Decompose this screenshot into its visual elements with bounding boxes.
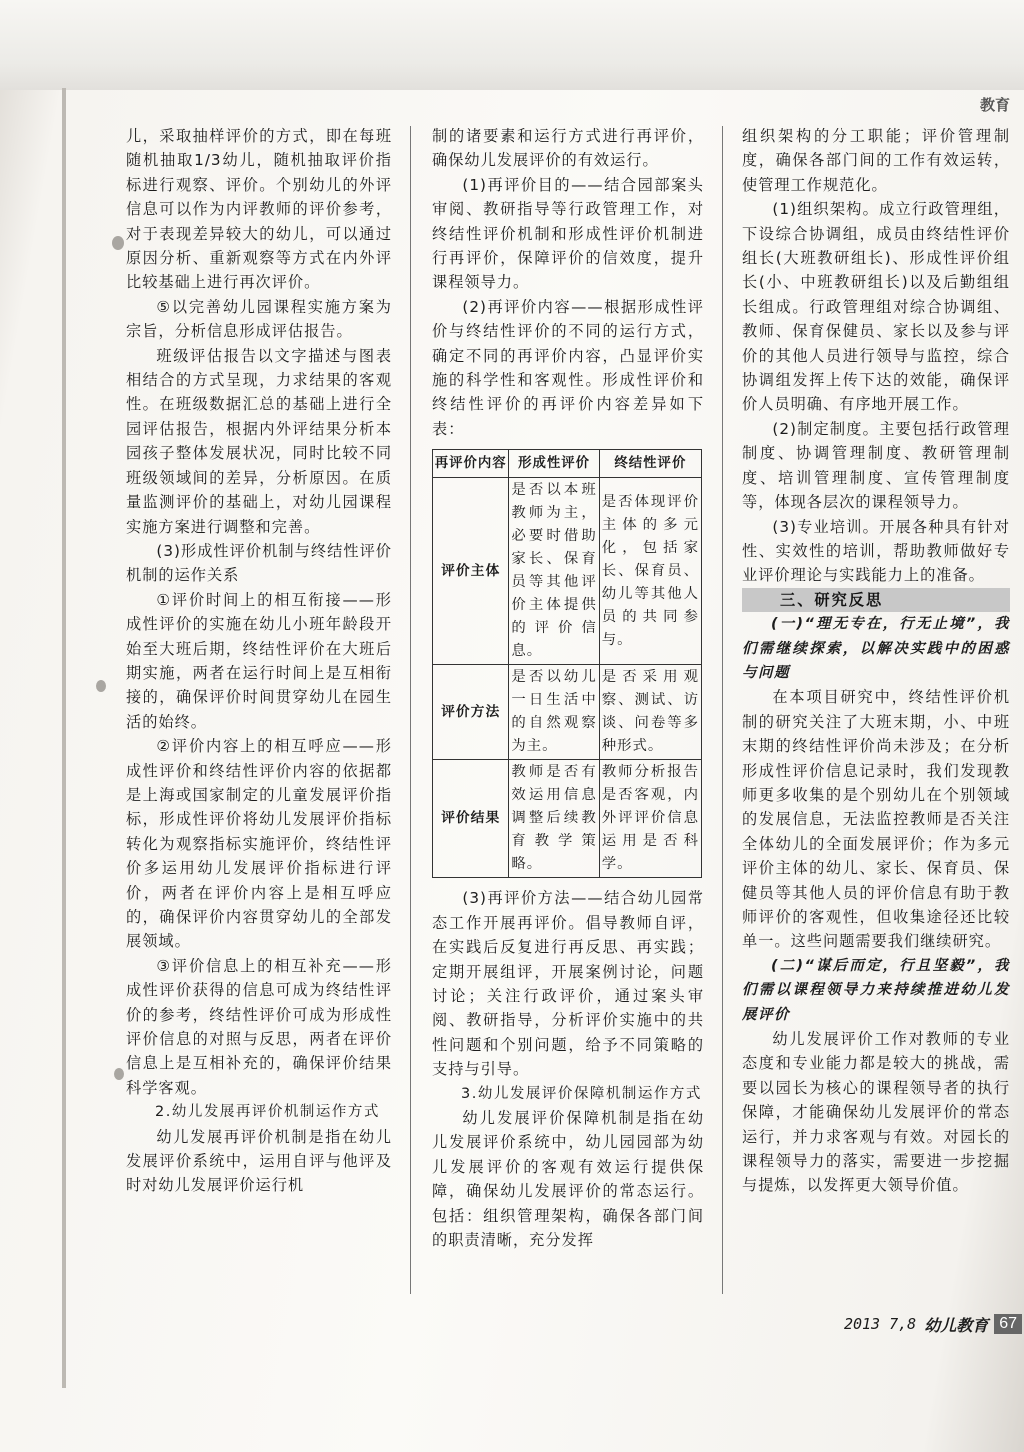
footer-date: 2013 7,8: [843, 1315, 917, 1333]
paragraph: (3)再评价方法——结合幼儿园常态工作开展再评价。倡导教师自评，在实践后反复进行再反思、再实践；定期开展组评，开展案例讨论，问题讨论；关注行政评价，通过案头审阅、教研指导，分析评价实施中的共性问题和个别问题，给予不同策略的支持与引导。: [432, 889, 704, 1079]
table-row: [433, 760, 702, 878]
paragraph: 班级评估报告以文字描述与图表相结合的方式呈现，力求结果的客观性。在班级数据汇总的基础上进行全园评估报告，根据内外评结果分析本园孩子整体发展状况，同时比较不同班级领域间的差异，分析原因。在质量监测评价的基础上，对幼儿园课程实施方案进行调整和完善。: [126, 346, 392, 536]
paragraph: (2)制定制度。主要包括行政管理制度、协调管理制度、教研管理制度、培训管理制度、宣传管理制度等，体现各层次的课程领导力。: [742, 419, 1010, 512]
paragraph: 幼儿发展评价工作对教师的专业态度和专业能力都是较大的挑战，需要以园长为核心的课程领导者的执行保障，才能确保幼儿发展评价的常态运行，并力求客观与有效。对园长的课程领导力的落实，需要进一步挖掘与提炼，以发挥更大领导价值。: [742, 1030, 1010, 1195]
table-header: 再评价内容: [433, 450, 509, 478]
table-row-label: 评价结果: [433, 760, 509, 878]
column-rule: [722, 126, 723, 1294]
table-cell: 教师分析报告是否客观，内外评评价信息运用是否科学。: [599, 760, 701, 878]
table-row: [433, 665, 702, 760]
table-header: 终结性评价: [599, 450, 701, 478]
column-3: [742, 124, 1010, 1198]
table-header-row: [433, 450, 702, 478]
page-number: 67: [994, 1314, 1022, 1334]
paragraph: 幼儿发展再评价机制是指在幼儿发展评价系统中，运用自评与他评及时对幼儿发展评价运行机: [126, 1127, 392, 1195]
paragraph: (1)再评价目的——结合园部案头审阅、教研指导等行政管理工作，对终结性评价机制和形成性评价机制进行再评价，保障评价的信效度，提升课程领导力。: [432, 175, 704, 292]
paragraph: ②评价内容上的相互呼应——形成性评价和终结性评价内容的依据都是上海或国家制定的儿童发展评价指标，形成性评价将幼儿发展评价指标转化为观察指标实施评价，终结性评价多运用幼儿发展评价指标进行评价，两者在评价内容上是相互呼应的，确保评价内容贯穿幼儿的全部发展领域。: [126, 737, 392, 951]
section-heading: 三、研究反思: [742, 588, 1010, 612]
table-row-label: 评价主体: [433, 478, 509, 665]
column-rule: [410, 126, 411, 1294]
subsection-heading: (一)“理无专在，行无止境”，我们需继续探索，以解决实践中的困惑与问题: [742, 616, 1010, 681]
ink-blot: [112, 236, 124, 250]
paragraph: ①评价时间上的相互衔接——形成性评价的实施在幼儿小班年龄段开始至大班后期，终结性评价在大班后期实施，两者在运行时间上是互相衔接的，确保评价时间贯穿幼儿在园生活的始终。: [126, 590, 392, 731]
table-cell: 是否采用观察、测试、访谈、问卷等多种形式。: [599, 665, 701, 760]
binding-edge: [62, 88, 66, 1388]
paragraph: 儿，采取抽样评价的方式，即在每班随机抽取1/3幼儿，随机抽取评价指标进行观察、评价。个别幼儿的外评信息可以作为内评教师的评价参考，对于表现差异较大的幼儿，可以通过原因分析、重新观察等方式在内外评比较基础上进行再次评价。: [126, 127, 392, 292]
subsection-heading: (二)“谋后而定，行且坚毅”，我们需以课程领导力来持续推进幼儿发展评价: [742, 957, 1010, 1023]
paragraph: 组织架构的分工职能；评价管理制度，确保各部门间的工作有效运转，使管理工作规范化。: [742, 127, 1010, 194]
scan-top-shadow: [0, 0, 1024, 90]
page-footer: [808, 1312, 1024, 1336]
paragraph: (2)再评价内容——根据形成性评价与终结性评价的不同的运行方式，确定不同的再评价内容，凸显评价实施的科学性和客观性。形成性评价和终结性评价的再评价内容差异如下表：: [432, 297, 704, 438]
table-row-label: 评价方法: [433, 665, 509, 760]
journal-name: 幼儿教育: [924, 1315, 989, 1335]
paragraph: ③评价信息上的相互补充——形成性评价获得的信息可成为终结性评价的参考，终结性评价可成为形成性评价信息的对照与反思，两者在评价信息上是互相补充的，确保评价结果科学客观。: [126, 956, 392, 1097]
paragraph: 制的诸要素和运行方式进行再评价，确保幼儿发展评价的有效运行。: [432, 127, 704, 170]
table-header: 形成性评价: [509, 450, 599, 478]
ink-blot: [114, 1068, 124, 1080]
table-cell: 教师是否有效运用信息调整后续教育教学策略。: [509, 760, 599, 878]
table-row: [433, 478, 702, 665]
sub-heading: 2.幼儿发展再评价机制运作方式: [155, 1104, 380, 1121]
table-cell: 是否体现评价主体的多元化，包括家长、保育员、幼儿等其他人员的共同参与。: [599, 478, 701, 665]
column-1: [126, 124, 392, 1198]
paragraph: (3)形成性评价机制与终结性评价机制的运作关系: [126, 541, 392, 585]
column-2: [432, 124, 704, 1252]
paragraph: (1)组织架构。成立行政管理组，下设综合协调组，成员由终结性评价组长(大班教研组长)、形成性评价组长(小、中班教研组长)以及后勤组组长组成。行政管理组对综合协调组、教师、保育保健员、家长以及参与评价的其他人员进行领导与监控，综合协调组发挥上传下达的效能，确保评价人员明确、有序地开展工作。: [742, 200, 1010, 414]
comparison-table: [432, 449, 702, 878]
paragraph: ⑤以完善幼儿园课程实施方案为宗旨，分析信息形成评估报告。: [126, 297, 392, 341]
table-cell: 是否以本班教师为主，必要时借助家长、保育员等其他评价主体提供的评价信息。: [509, 478, 599, 665]
paragraph: 在本项目研究中，终结性评价机制的研究关注了大班末期，小、中班末期的终结性评价尚未涉及；在分析形成性评价信息记录时，我们发现教师更多收集的是个别幼儿在个别领域的发展信息，无法监控教师是否关注全体幼儿的全面发展评价；作为多元评价主体的幼儿、家长、保育员、保健员等其他人员的评价信息有助于教师评价的客观性，但收集途径还比较单一。这些问题需要我们继续研究。: [742, 688, 1010, 951]
ink-blot: [96, 680, 106, 692]
paragraph: 幼儿发展评价保障机制是指在幼儿发展评价系统中，幼儿园园部为幼儿发展评价的客观有效运行提供保障，确保幼儿发展评价的常态运行。包括：组织管理架构，确保各部门间的职责清晰，充分发挥: [432, 1108, 704, 1249]
sub-heading: 3.幼儿发展评价保障机制运作方式: [461, 1085, 702, 1102]
paragraph: (3)专业培训。开展各种具有针对性、实效性的培训，帮助教师做好专业评价理论与实践能力上的准备。: [742, 517, 1010, 585]
header-fragment: 教育: [979, 96, 1010, 114]
table-cell: 是否以幼儿一日生活中的自然观察为主。: [509, 665, 599, 760]
